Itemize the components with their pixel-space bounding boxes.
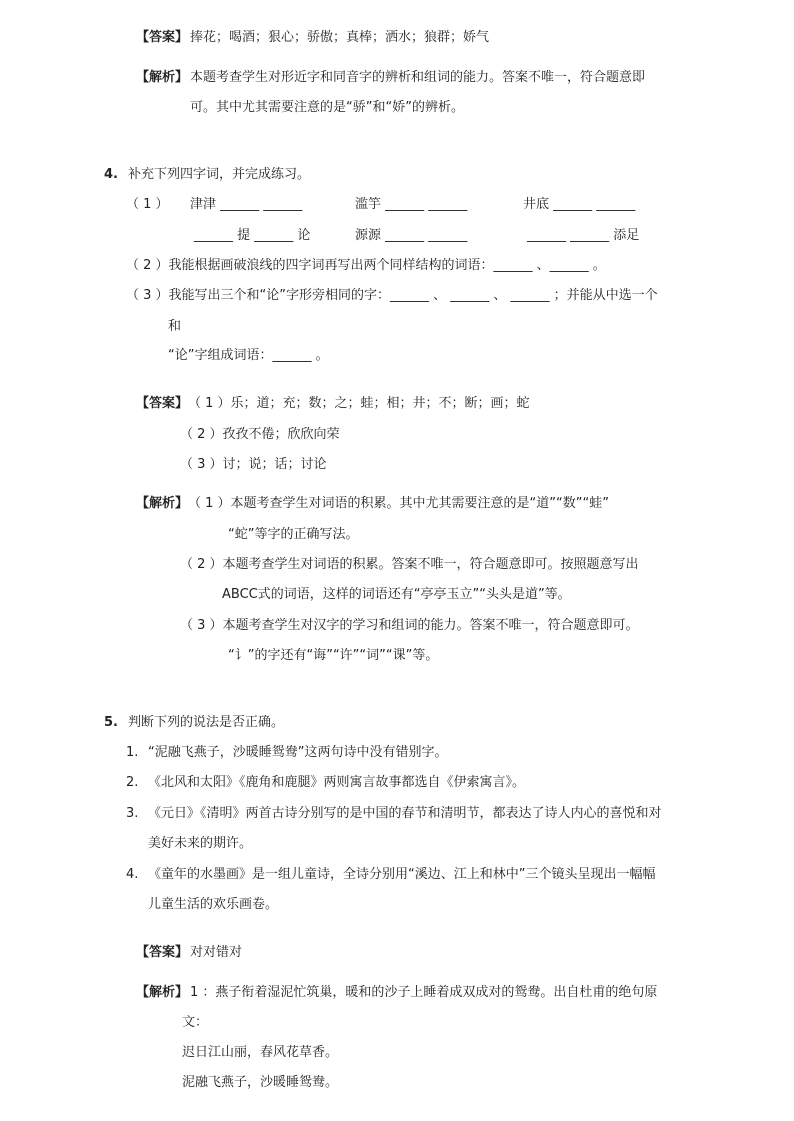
part-label: （ 1 ） (126, 197, 169, 212)
analysis-tag: 【解析】 (136, 496, 189, 511)
answer-tag: 【答案】 (136, 30, 189, 45)
answer-text: 捧花；喝酒；狠心；骄傲；真棒；洒水；狼群；娇气 (190, 30, 490, 45)
list-item: 《北风和太阳》《鹿角和鹿腿》两则寓言故事都选自《伊索寓言》。 (148, 775, 526, 790)
answer-text: 对对错对 (190, 945, 243, 960)
question-prompt: 补充下列四字词，并完成练习。 (128, 167, 311, 182)
poem-line: 泥融飞燕子，沙暖睡鸳鸯。 (182, 1075, 339, 1090)
fill-blank-word: 井底 ______ ______ (523, 197, 636, 212)
list-item: 儿童生活的欢乐画卷。 (148, 897, 279, 912)
list-item: “泥融飞燕子，沙暖睡鸳鸯”这两句诗中没有错别字。 (148, 745, 448, 760)
analysis-text: 本题考查学生对形近字和同音字的辨析和组词的能力。答案不唯一，符合题意即 (190, 70, 646, 85)
fill-blank-word: ______ 提 ______ 论 (194, 228, 311, 243)
question-prompt: 判断下列的说法是否正确。 (128, 715, 285, 730)
question-number: 4. (104, 167, 118, 182)
question-part: 和 (168, 319, 182, 334)
analysis-text: 文： (182, 1015, 209, 1030)
poem-line: 迟日江山丽，春风花草香。 (182, 1045, 339, 1060)
analysis-text: （ 3 ）本题考查学生对汉字的学习和组词的能力。答案不唯一，符合题意即可。 (180, 618, 639, 633)
answer-tag: 【答案】 (136, 945, 189, 960)
analysis-text: “蛇”等字的正确写法。 (228, 527, 359, 542)
fill-blank-word: ______ ______ 添足 (527, 228, 640, 243)
list-item: 《元日》《清明》两首古诗分别写的是中国的春节和清明节，都表达了诗人内心的喜悦和对 (148, 806, 662, 821)
answer-text: （ 1 ）乐；道；充；数；之；蛙；相；井；不；断；画；蛇 (188, 396, 530, 411)
analysis-text: （ 2 ）本题考查学生对词语的积累。答案不唯一，符合题意即可。按照题意写出 (180, 557, 639, 572)
list-item-number: 2. (126, 775, 139, 790)
question-part: （ 2 ）我能根据画破浪线的四字词再写出两个同样结构的词语：______ 、______ 。 (126, 258, 606, 273)
fill-blank-word: 源源 ______ ______ (355, 228, 468, 243)
list-item: 《童年的水墨画》是一组儿童诗，全诗分别用“溪边、江上和林中”三个镜头呈现出一幅幅 (148, 867, 656, 882)
question-number: 5. (104, 715, 118, 730)
list-item-number: 4. (126, 867, 139, 882)
analysis-tag: 【解析】 (136, 985, 189, 1000)
list-item-number: 1. (126, 745, 139, 760)
question-part: “论”字组成词语：______ 。 (168, 348, 329, 363)
question-part: （ 3 ）我能写出三个和“论”字形旁相同的字：______ 、 ______ 、 ______ ；并能从中选一个 (126, 288, 658, 303)
answer-text: （ 2 ）孜孜不倦；欣欣向荣 (180, 427, 340, 442)
list-item: 美好未来的期许。 (148, 836, 253, 851)
analysis-text: 可。其中尤其需要注意的是“骄”和“娇”的辨析。 (190, 100, 464, 115)
fill-blank-word: 津津 ______ ______ (190, 197, 303, 212)
answer-tag: 【答案】 (136, 396, 189, 411)
fill-blank-word: 滥竽 ______ ______ (355, 197, 468, 212)
analysis-tag: 【解析】 (136, 70, 189, 85)
answer-text: （ 3 ）讨；说；话；讨论 (180, 457, 327, 472)
analysis-text: 1 ：燕子衔着湿泥忙筑巢，暖和的沙子上睡着成双成对的鸳鸯。出自杜甫的绝句原 (190, 985, 658, 1000)
list-item-number: 3. (126, 806, 139, 821)
analysis-text: ABCC式的词语，这样的词语还有“亭亭玉立”“头头是道”等。 (222, 587, 571, 602)
analysis-text: “讠”的字还有“诲”“许”“词”“课”等。 (228, 648, 439, 663)
analysis-text: （ 1 ）本题考查学生对词语的积累。其中尤其需要注意的是“道”“数”“蛙” (188, 496, 609, 511)
